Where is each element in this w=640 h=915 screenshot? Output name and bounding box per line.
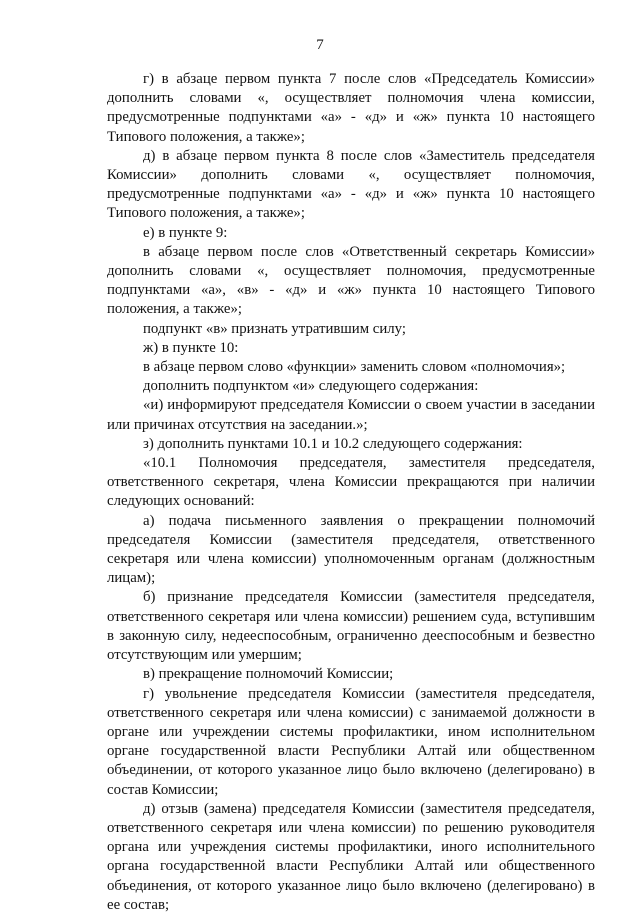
paragraph: е) в пункте 9: [143,224,228,241]
paragraph: а) подача письменного заявления о прекращении полномочий председателя Комиссии (заместителя председателя, ответственного секретаря или члена комиссии) уполномоченным органам (должностным лицам); [107,512,595,587]
paragraph: в) прекращение полномочий Комиссии; [143,666,394,683]
paragraph: в абзаце первом после слов «Ответственный секретарь Комиссии» дополнить словами «, осуществляет полномочия, предусмотренные подпунктами «а», «в» - «д» и «ж» пункта 10 настоящего Типового положения, а также»; [107,243,595,318]
paragraph: ж) в пункте 10: [143,339,239,356]
paragraph: д) отзыв (замена) председателя Комиссии (заместителя председателя, ответственного секретаря или члена комиссии) по решению руководителя органа или учреждения системы профилактики, иного исполнительного органа государственной власти Республики Алтай или общественного объединения, от которого указанное лицо было включено (делегировано) в ее состав; [107,800,595,913]
paragraph: д) в абзаце первом пункта 8 после слов «Заместитель председателя Комиссии» дополнить словами «, осуществляет полномочия, предусмотренные подпунктами «а» - «д» и «ж» пункта 10 настоящего Типового положения, а также»; [107,147,595,222]
paragraph: «10.1 Полномочия председателя, заместителя председателя, ответственного секретаря, члена Комиссии прекращаются при наличии следующих оснований: [107,455,595,510]
paragraph: г) в абзаце первом пункта 7 после слов «Председатель Комиссии» дополнить словами «, осуществляет полномочия члена комиссии, предусмотренные подпунктами «а» - «д» и «ж» пункта 10 настоящего Типового положения, а также»; [107,71,595,145]
document-body [107,70,595,915]
paragraph: подпункт «в» признать утратившим силу; [143,320,406,337]
page-number: 7 [316,37,324,53]
paragraph: з) дополнить пунктами 10.1 и 10.2 следующего содержания: [143,435,523,452]
paragraph: б) признание председателя Комиссии (заместителя председателя, ответственного секретаря или члена комиссии) решением суда, вступившим в законную силу, недееспособным, ограниченно дееспособным и безвестно отсутствующим или умершим; [107,589,595,664]
paragraph: в абзаце первом слово «функции» заменить словом «полномочия»; [143,359,566,376]
paragraph: «и) информируют председателя Комиссии о своем участии в заседании или причинах отсутствия на заседании.»; [107,397,595,433]
paragraph: дополнить подпунктом «и» следующего содержания: [143,378,479,395]
paragraph: г) увольнение председателя Комиссии (заместителя председателя, ответственного секретаря или члена комиссии) с занимаемой должности в органе или учреждении системы профилактики, ином исполнительном органе государственной власти Республики Алтай или общественном объединении, от которого указанное лицо было включено (делегировано) в состав Комиссии; [107,685,595,798]
